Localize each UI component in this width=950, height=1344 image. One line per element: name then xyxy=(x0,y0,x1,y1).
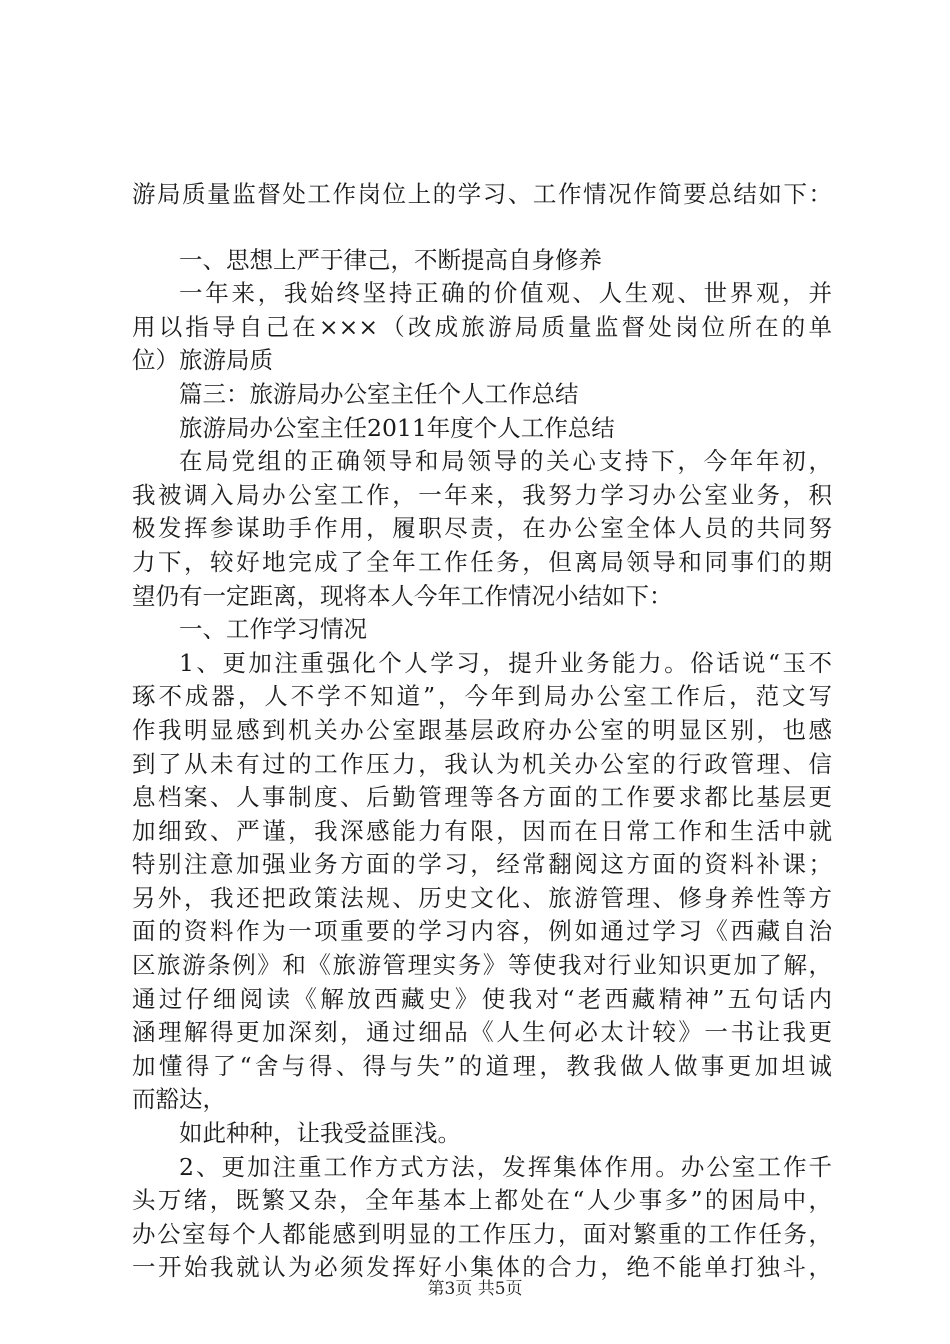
text-line: 通过仔细阅读《解放西藏史》使我对“老西藏精神”五句话内 xyxy=(132,984,832,1013)
text-line: 1、更加注重强化个人学习，提升业务能力。俗话说“玉不 xyxy=(179,648,832,677)
page-footer: 第3页 共5页 xyxy=(427,1279,523,1299)
text-line: 一、工作学习情况 xyxy=(179,615,367,644)
text-line: 我被调入局办公室工作，一年来，我努力学习办公室业务，积 xyxy=(132,480,832,509)
text-line: 望仍有一定距离，现将本人今年工作情况小结如下： xyxy=(132,581,673,610)
blank-line xyxy=(132,212,832,244)
text-line: 极发挥参谋助手作用，履职尽责，在办公室全体人员的共同努 xyxy=(132,514,832,543)
text-line: 另外，我还把政策法规、历史文化、旅游管理、修身养性等方 xyxy=(132,883,832,912)
text-line: 如此种种，让我受益匪浅。 xyxy=(179,1119,461,1148)
text-line: 一、思想上严于律己，不断提高自身修养 xyxy=(179,245,602,274)
text-line: 头万绪，既繁又杂，全年基本上都处在“人少事多”的困局中， xyxy=(132,1186,832,1215)
text-line: 办公室每个人都能感到明显的工作压力，面对繁重的工作任务， xyxy=(132,1219,832,1248)
text-line: 在局党组的正确领导和局领导的关心支持下，今年年初， xyxy=(179,447,832,476)
text-line: 息档案、人事制度、后勤管理等各方面的工作要求都比基层更 xyxy=(132,783,832,812)
text-line: 特别注意加强业务方面的学习，经常翻阅这方面的资料补课； xyxy=(132,850,832,879)
text-line: 旅游局办公室主任2011年度个人工作总结 xyxy=(179,413,615,442)
text-line: 游局质量监督处工作岗位上的学习、工作情况作简要总结如下： xyxy=(132,180,832,208)
text-line: 涵理解得更加深刻，通过细品《人生何必太计较》一书让我更 xyxy=(132,1018,832,1047)
text-line: 2、更加注重工作方式方法，发挥集体作用。办公室工作千 xyxy=(179,1152,832,1181)
text-line: 面的资料作为一项重要的学习内容，例如通过学习《西藏自治 xyxy=(132,917,832,946)
text-line: 篇三：旅游局办公室主任个人工作总结 xyxy=(179,379,579,408)
text-line: 琢不成器，人不学不知道”，今年到局办公室工作后，范文写 xyxy=(132,682,832,711)
text-line: 到了从未有过的工作压力，我认为机关办公室的行政管理、信 xyxy=(132,749,832,778)
text-line: 位）旅游局质 xyxy=(132,346,273,375)
text-line: 作我明显感到机关办公室跟基层政府办公室的明显区别，也感 xyxy=(132,715,832,744)
text-line: 加懂得了“舍与得、得与失”的道理，教我做人做事更加坦诚 xyxy=(132,1051,832,1080)
text-line: 一年来，我始终坚持正确的价值观、人生观、世界观，并 xyxy=(179,279,832,308)
text-line: 区旅游条例》和《旅游管理实务》等使我对行业知识更加了解， xyxy=(132,951,832,980)
text-line: 力下，较好地完成了全年工作任务，但离局领导和同事们的期 xyxy=(132,547,832,576)
text-line: 而豁达， xyxy=(132,1085,226,1114)
text-line: 用以指导自己在×××（改成旅游局质量监督处岗位所在的单 xyxy=(132,312,832,341)
text-line: 加细致、严谨，我深感能力有限，因而在日常工作和生活中就 xyxy=(132,816,832,845)
text-line: 一开始我就认为必须发挥好小集体的合力，绝不能单打独斗， xyxy=(132,1253,832,1282)
document-body xyxy=(132,178,832,1285)
